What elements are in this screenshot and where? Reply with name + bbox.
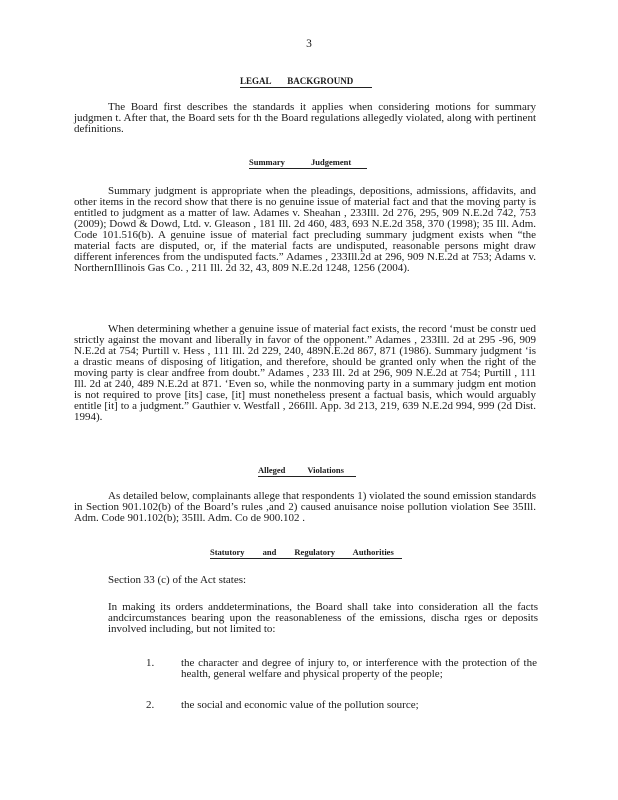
paragraph-summary-determination: When determining whether a genuine issue of material fact exists, the record ‘must be constr ued strictly against the movant and liberally in favor of the opponent.” Adames , 233Ill. 2d at 295 -96, 909 N.E.2d at 754; Purtill v. Hess , 111 Ill. 2d 229, 240, 489N.E.2d 867, 871 (1986). Summary judgment ‘is a drastic means of disposing of litigation, and therefore, should be granted only when the right of the moving party is clear andfree from doubt.” Adames , 233 Ill. 2d at 296, 909 N.E.2d at 754; Purtill , 111 Ill. 2d at 240, 489 N.E.2d at 871. ‘Even so, while the nonmoving party in a summary judgm ent motion is not required to prove [its] case, [it] must nonetheless present a factual basis, which would arguably entitle [it] to a judgment.” Gauthier v. Westfall , 266Ill. App. 3d 213, 219, 639 N.E.2d 994, 999 (2d Dist. 1994). <box>74 323 536 423</box>
page-number: 3 <box>306 38 312 50</box>
list-item-text: the character and degree of injury to, or interference with the protection of the health, general welfare and physical property of the people; <box>181 657 537 680</box>
heading-statutory-authorities: Statutory and Regulatory Authorities <box>210 547 402 559</box>
block-quote: In making its orders anddeterminations, the Board shall take into consideration all the facts andcircumstances bearing upon the reasonableness of the emissions, discha rges or deposits involved including, but not limited to: <box>108 601 538 635</box>
list-item-text: the social and economic value of the pollution source; <box>181 699 419 711</box>
list-item-number: 1. <box>146 657 155 669</box>
paragraph-section-intro: Section 33 (c) of the Act states: <box>108 574 247 586</box>
paragraph-intro: The Board first describes the standards it applies when considering motions for summary judgmen t. After that, the Board sets for th the Board regulations allegedly violated, along with pertinent definitions. <box>74 101 536 135</box>
paragraph-summary-standard: Summary judgment is appropriate when the pleadings, depositions, admissions, affidavits, and other items in the record show that there is no genuine issue of material fact and that the moving party is entitled to judgment as a matter of law. Adames v. Sheahan , 233Ill. 2d 276, 295, 909 N.E.2d 742, 753 (2009); Dowd & Dowd, Ltd. v. Gleason , 181 Ill. 2d 460, 483, 693 N.E.2d 358, 370 (1998); 35 Ill. Adm. Code 101.516(b). A genuine issue of material fact precluding summary judgment exists when “the material facts are disputed, or, if the material facts are undisputed, reasonable persons might draw different inferences from the undisputed facts.” Adames , 233Ill.2d at 296, 909 N.E.2d at 753; Adams v. NorthernIllinois Gas Co. , 211 Ill. 2d 32, 43, 809 N.E.2d 1248, 1256 (2004). <box>74 185 536 274</box>
heading-summary-judgement: Summary Judgement <box>249 157 367 169</box>
paragraph-alleged-violations: As detailed below, complainants allege that respondents 1) violated the sound emission standards in Section 901.102(b) of the Board’s rules ,and 2) caused anuisance noise pollution violation See 35Ill. Adm. Code 901.102(b); 35Ill. Adm. Co de 900.102 . <box>74 490 536 524</box>
list-item-number: 2. <box>146 699 155 711</box>
heading-legal-background: LEGAL BACKGROUND <box>240 76 372 88</box>
heading-alleged-violations: Alleged Violations <box>258 465 356 477</box>
